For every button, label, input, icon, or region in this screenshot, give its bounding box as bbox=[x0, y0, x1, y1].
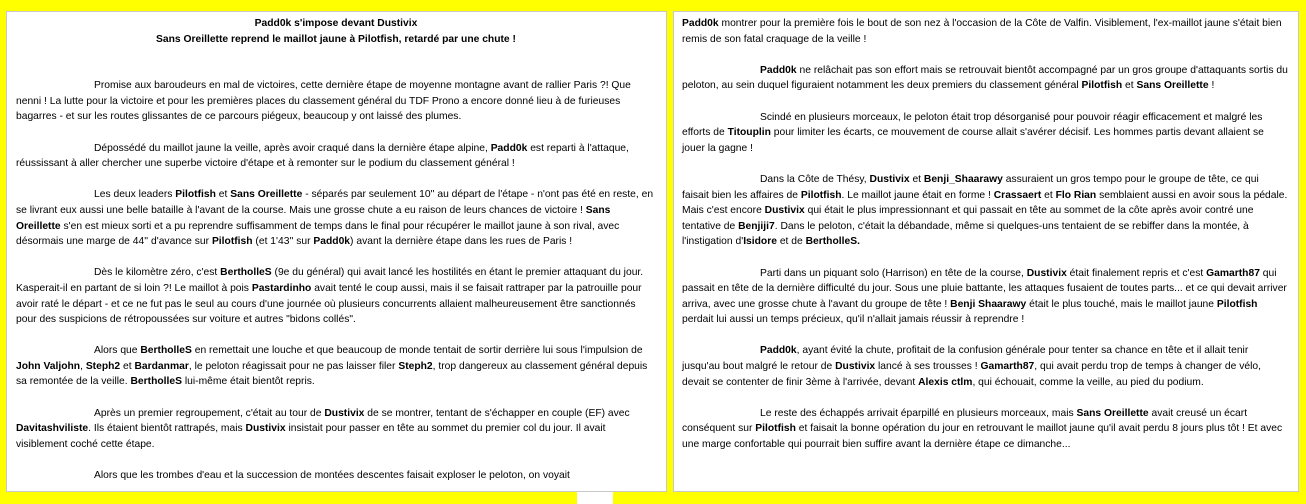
paragraph-text: et bbox=[215, 189, 231, 201]
rider-name: Pilotfish bbox=[1216, 298, 1258, 310]
rider-name: Bardanmar bbox=[134, 360, 189, 372]
right-body bbox=[682, 16, 1288, 453]
paragraph-text: Scindé en plusieurs morceaux, le peloton était trop désorganisé pour pouvoir réagir efficacement et malgré les efforts de bbox=[682, 111, 1263, 139]
rider-name: Padd0k bbox=[682, 18, 719, 29]
paragraph-text: était finalement repris et c'est bbox=[1066, 267, 1207, 279]
rider-name: Alexis ctlm bbox=[918, 376, 973, 388]
article-subtitle: Sans Oreillette reprend le maillot jaune à Pilotfish, retardé par une chute ! bbox=[156, 33, 516, 45]
paragraph-text: en remettait une louche et que beaucoup de monde tentait de sortir derrière lui sous l'impulsion de bbox=[191, 345, 643, 357]
paragraph-text: , le peloton réagissait pour ne pas laisser filer bbox=[188, 360, 399, 372]
paragraph-text: semblaient aussi en avoir sous la pédale. Mais c'est encore bbox=[682, 189, 1288, 217]
paragraph-text: s'en est mieux sorti et a pu reprendre suffisamment de temps dans le final pour récupérer le maillot jaune à son rival, avec désormais une marge de 44'' d'avance sur bbox=[16, 220, 620, 248]
paragraph-text: Dans la Côte de Thésy, bbox=[760, 173, 870, 185]
rider-name: Dustivix bbox=[245, 423, 286, 435]
article-paragraph bbox=[16, 265, 656, 327]
paragraph-text: ) avant la dernière étape dans les rues de Paris ! bbox=[350, 236, 573, 248]
rider-name: Padd0k bbox=[490, 142, 528, 154]
article-paragraph bbox=[16, 406, 656, 453]
paragraph-text: ne relâchait pas son effort mais se retrouvait bientôt accompagné par un gros groupe d'attaquants sortis du peloton, au sein duquel figuraient notamment les deux premiers du classement général bbox=[682, 64, 1288, 92]
paragraph-text: et de bbox=[776, 236, 806, 248]
article-paragraph bbox=[682, 343, 1288, 390]
paragraph-text: Parti dans un piquant solo (Harrison) en tête de la course, bbox=[760, 267, 1027, 279]
article-paragraph bbox=[16, 468, 656, 484]
paragraph-text: insistait pour passer en tête au sommet du premier col du jour. Il avait visiblement coché cette étape. bbox=[16, 423, 606, 450]
left-column bbox=[6, 11, 667, 492]
paragraph-text: Le reste des échappés arrivait éparpillé en plusieurs morceaux, mais bbox=[760, 407, 1077, 419]
rider-name: BertholleS. bbox=[805, 236, 860, 248]
rider-name: Steph2 bbox=[85, 360, 121, 372]
paragraph-text: et bbox=[909, 173, 924, 185]
rider-name: Flo Rian bbox=[1055, 189, 1097, 201]
rider-name: Crassaert bbox=[993, 189, 1042, 201]
rider-name: Padd0k bbox=[313, 236, 351, 248]
paragraph-text: montrer pour la première fois le bout de son nez à l'occasion de la Côte de Valfin. Visiblement, l'ex-maillot jaune s'était bien remis de son fatal craquage de la veille ! bbox=[682, 18, 1282, 45]
article-paragraph bbox=[682, 110, 1288, 157]
paragraph-text: (9e du général) qui avait lancé les hostilités en étant le premier attaquant du jour. Kasperait-il en partant de si loin ?! Le maillot à pois bbox=[16, 267, 644, 294]
rider-name: Dustivix bbox=[835, 361, 876, 373]
paragraph-text: et bbox=[1041, 189, 1056, 201]
right-column bbox=[673, 11, 1299, 492]
paragraph-text: lancé à ses trousses ! bbox=[875, 361, 981, 373]
paragraph-text: Les deux leaders bbox=[94, 189, 176, 201]
article-paragraph bbox=[682, 406, 1288, 453]
paragraph-text: , bbox=[80, 360, 86, 372]
paragraph-text: Promise aux baroudeurs en mal de victoires, cette dernière étape de moyenne montagne avant de rallier Paris ?! Que nenni ! La lutte pour la victoire et pour les premières places du classement général du TDF Prono a encore donné lieu à de furieuses bagarres - et sur les routes glissantes de ce parcours piégeux, beaucoup y ont laissé des plumes. bbox=[16, 80, 631, 123]
rider-name: Sans Oreillette bbox=[1136, 80, 1209, 92]
paragraph-text: qui passait en tête de la dernière difficulté du jour. Sous une pluie battante, les attaques fusaient de toutes parts... et ce qui devait arriver arriva, avec une grosse chute à l'avant du groupe de tête ! bbox=[682, 267, 1287, 310]
rider-name: Sans Oreillette bbox=[1076, 407, 1149, 419]
paragraph-text: qui était le plus impressionnant et qui passait en tête au sommet de la côte après avoir contré une tentative de bbox=[682, 205, 1254, 232]
paragraph-text: et faisait la bonne opération du jour en retrouvant le maillot jaune qu'il avait perdu 8 jours plus tôt ! Et avec une marge confortable qui pourrait bien suffire avant la dernière étape ce dimanche... bbox=[682, 423, 1283, 451]
rider-name: Pilotfish bbox=[211, 236, 253, 248]
article-paragraph bbox=[16, 78, 656, 125]
rider-name: Dustivix bbox=[324, 407, 365, 419]
rider-name: Sans Oreillette bbox=[16, 204, 611, 232]
paragraph-text: et bbox=[120, 360, 135, 372]
rider-name: John Valjohn bbox=[16, 360, 81, 372]
paragraph-text: était le plus touché, mais le maillot jaune bbox=[1026, 298, 1217, 310]
rider-name: Titouplin bbox=[727, 127, 771, 139]
paragraph-text: Alors que les trombes d'eau et la succession de montées descentes faisait exploser le peloton, on voyait bbox=[94, 470, 570, 482]
rider-name: BertholleS bbox=[130, 376, 182, 388]
rider-name: Benji Shaarawy bbox=[950, 298, 1027, 310]
article-paragraph bbox=[682, 63, 1288, 94]
paragraph-text: pour limiter les écarts, ce mouvement de course allait s'avérer décisif. Les hommes partis devant allaient se jouer la gagne ! bbox=[682, 127, 1264, 154]
article-paragraph bbox=[682, 16, 1288, 47]
paragraph-text: . Dans le peloton, c'était la débandade, même si quelques-uns tentaient de se rebiffer dans la montée, à l'instigation d' bbox=[682, 220, 1249, 248]
article-paragraph bbox=[16, 187, 656, 249]
paragraph-text: est reparti à l'attaque, réussissant à aller chercher une superbe victoire d'étape et à remonter sur le podium du classement général ! bbox=[16, 142, 629, 170]
rider-name: Pilotfish bbox=[175, 189, 216, 201]
rider-name: Dustivix bbox=[764, 205, 805, 217]
rider-name: Pilotfish bbox=[1081, 80, 1123, 92]
paragraph-text: assuraient un gros tempo pour le groupe de tête, ce qui faisait bien les affaires de bbox=[682, 173, 1259, 201]
rider-name: Dustivix bbox=[1026, 267, 1067, 279]
paragraph-text: , ayant évité la chute, profitait de la confusion générale pour tenter sa chance en tête et il allait tenir jusqu'au bout malgré le retour de bbox=[682, 345, 1249, 373]
paragraph-text: ! bbox=[1208, 80, 1215, 92]
rider-name: Benji_Shaarawy bbox=[923, 173, 1003, 185]
paragraph-text: avait creusé un écart conséquent sur bbox=[682, 407, 1248, 435]
paragraph-text: , qui échouait, comme la veille, au pied du podium. bbox=[972, 376, 1204, 388]
rider-name: Pilotfish bbox=[800, 189, 842, 201]
rider-name: Gamarth87 bbox=[980, 361, 1035, 373]
article-paragraph bbox=[682, 172, 1288, 250]
paragraph-text: avait tenté le coup aussi, mais il se faisait rattraper par la patrouille pour avoir raté le départ - et ce ne fut pas le seul au cours d'une journée où plusieurs concurrents allaient malheureusement être sanctionnés pour des suspicions de rétropoussées sur voiture et autres "bidons collés". bbox=[16, 282, 642, 326]
paragraph-text: Après un premier regroupement, c'était au tour de bbox=[94, 407, 325, 419]
paragraph-text: et bbox=[1122, 80, 1137, 92]
rider-name: Padd0k bbox=[760, 345, 797, 357]
paragraph-text: , trop dangereux au classement général depuis sa remontée de la veille. bbox=[16, 360, 648, 388]
paragraph-text: Dès le kilomètre zéro, c'est bbox=[94, 267, 221, 279]
paragraph-text: perdait lui aussi un temps précieux, qu'il n'allait jamais réussir à reprendre ! bbox=[682, 314, 1025, 326]
rider-name: Pastardinho bbox=[251, 282, 312, 294]
rider-name: Davitashviliste bbox=[16, 423, 89, 435]
article-paragraph bbox=[16, 343, 656, 390]
article-paragraph bbox=[16, 141, 656, 172]
paragraph-text: de se montrer, tentant de s'échapper en couple (EF) avec bbox=[364, 407, 630, 419]
paragraph-text: Alors que bbox=[94, 345, 141, 357]
rider-name: Dustivix bbox=[869, 173, 910, 185]
rider-name: BertholleS bbox=[140, 345, 192, 357]
rider-name: Isidore bbox=[743, 236, 777, 248]
article-title: Padd0k s'impose devant Dustivix bbox=[254, 18, 418, 29]
paragraph-text: (et 1'43'' sur bbox=[252, 236, 314, 248]
page-tab bbox=[577, 492, 613, 504]
paragraph-text: . Ils étaient bientôt rattrapés, mais bbox=[88, 423, 246, 435]
rider-name: Benjiji7 bbox=[738, 220, 775, 232]
paragraph-text: lui-même était bientôt repris. bbox=[181, 376, 315, 388]
paragraph-text: . Le maillot jaune était en forme ! bbox=[841, 189, 994, 201]
paragraph-text: Dépossédé du maillot jaune la veille, après avoir craqué dans la dernière étape alpine, bbox=[94, 142, 491, 154]
article-paragraph bbox=[682, 266, 1288, 328]
rider-name: BertholleS bbox=[220, 267, 272, 279]
left-body bbox=[16, 78, 656, 483]
rider-name: Sans Oreillette bbox=[230, 189, 303, 201]
rider-name: Padd0k bbox=[760, 64, 797, 76]
paragraph-text: - séparés par seulement 10'' au départ de l'étape - n'ont pas été en reste, en se livrant eux aussi une belle bataille à l'avant de la course. Mais une grosse chute a eu raison de leurs chances de victoire ! bbox=[16, 189, 654, 216]
paragraph-text: , qui avait perdu trop de temps à changer de vélo, devait se contenter de finir 3ème à l'arrivée, devant bbox=[682, 361, 1261, 388]
rider-name: Steph2 bbox=[398, 360, 433, 372]
rider-name: Gamarth87 bbox=[1206, 267, 1260, 279]
rider-name: Pilotfish bbox=[755, 423, 796, 435]
